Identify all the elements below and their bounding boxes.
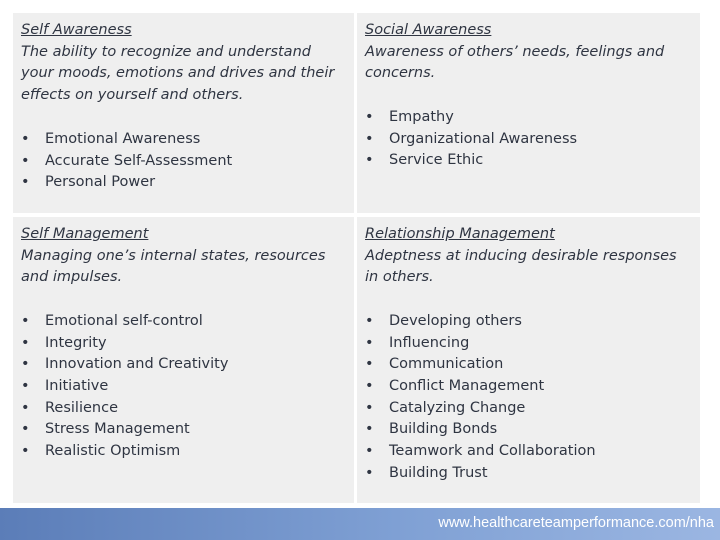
list-item: • Personal Power [21,172,346,194]
relationship-management-quadrant [357,217,700,503]
self-management-description: Managing one’s internal states, resources and impulses. [21,247,326,286]
footer-url: www.healthcareteamperformance.com/nha [438,515,714,531]
footer-bar [0,508,720,540]
self-management-title: Self Management [21,226,149,242]
list-item: • Emotional Awareness [21,129,346,151]
self-management-list [21,311,346,463]
relationship-management-title: Relationship Management [365,226,555,242]
list-item: • Stress Management [21,419,346,441]
list-item: • Integrity [21,333,346,355]
social-awareness-description: Awareness of others’ needs, feelings and concerns. [365,43,665,82]
list-item: • Organizational Awareness [365,129,692,151]
list-item: • Realistic Optimism [21,441,346,463]
list-item: • Innovation and Creativity [21,354,346,376]
list-item: • Influencing [365,333,692,355]
self-awareness-description: The ability to recognize and understand your moods, emotions and drives and their effects on yourself and others. [21,43,335,104]
relationship-management-description: Adeptness at inducing desirable responses in others. [365,247,677,286]
list-item: • Conflict Management [365,376,692,398]
self-awareness-title: Self Awareness [21,22,132,38]
list-item: • Emotional self-control [21,311,346,333]
list-item: • Developing others [365,311,692,333]
social-awareness-quadrant [357,13,700,213]
social-awareness-list [365,107,692,172]
competency-grid [13,13,700,503]
list-item: • Building Bonds [365,419,692,441]
list-item: • Resilience [21,398,346,420]
list-item: • Service Ethic [365,150,692,172]
list-item: • Catalyzing Change [365,398,692,420]
list-item: • Initiative [21,376,346,398]
list-item: • Building Trust [365,463,692,485]
self-awareness-list [21,129,346,194]
self-management-quadrant [13,217,354,503]
list-item: • Communication [365,354,692,376]
list-item: • Teamwork and Collaboration [365,441,692,463]
social-awareness-title: Social Awareness [365,22,492,38]
list-item: • Empathy [365,107,692,129]
list-item: • Accurate Self-Assessment [21,151,346,173]
self-awareness-quadrant [13,13,354,213]
relationship-management-list [365,311,692,485]
